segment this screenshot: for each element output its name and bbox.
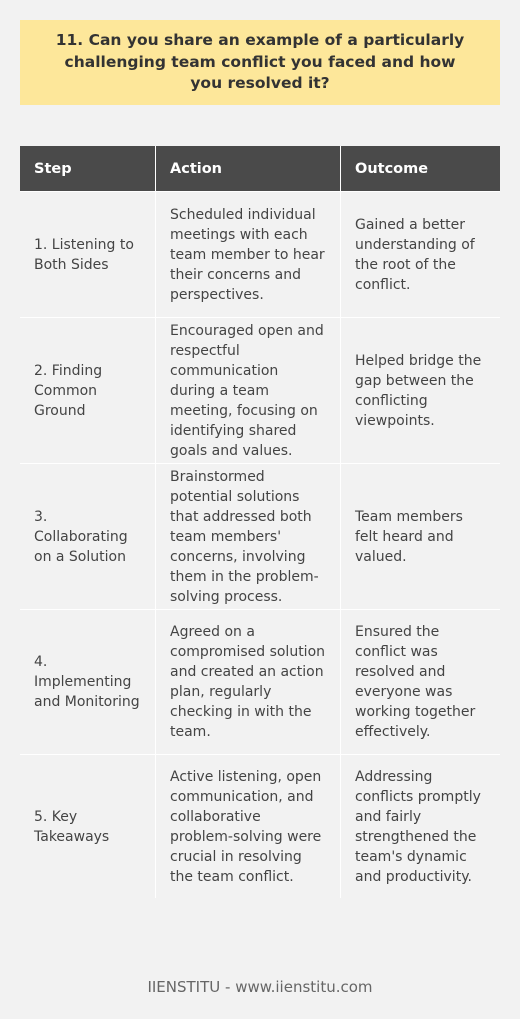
- steps-table: [20, 146, 500, 898]
- footer-credit: IIENSTITU - www.iienstitu.com: [147, 978, 373, 996]
- outcome-cell: Team members felt heard and valued.: [341, 463, 500, 609]
- action-cell: Brainstormed potential solutions that addressed both team members' concerns, involving them in the problem-solving process.: [156, 463, 341, 609]
- table-header-row: [20, 146, 500, 191]
- table-row: [20, 754, 500, 898]
- table-row: [20, 609, 500, 754]
- action-cell: Scheduled individual meetings with each team member to hear their concerns and perspectives.: [156, 191, 341, 317]
- header-action: Action: [156, 146, 341, 191]
- outcome-cell: Addressing conflicts promptly and fairly strengthened the team's dynamic and productivity.: [341, 754, 500, 898]
- step-cell: 3. Collaborating on a Solution: [20, 463, 156, 609]
- step-cell: 4. Implementing and Monitoring: [20, 609, 156, 754]
- question-banner: [20, 20, 500, 105]
- outcome-cell: Helped bridge the gap between the conflicting viewpoints.: [341, 317, 500, 463]
- action-cell: Encouraged open and respectful communication during a team meeting, focusing on identifying shared goals and values.: [156, 317, 341, 463]
- action-cell: Agreed on a compromised solution and created an action plan, regularly checking in with the team.: [156, 609, 341, 754]
- table-row: [20, 463, 500, 609]
- step-cell: 1. Listening to Both Sides: [20, 191, 156, 317]
- table-row: [20, 191, 500, 317]
- table-row: [20, 317, 500, 463]
- question-title: 11. Can you share an example of a particularly challenging team conflict you faced and how you resolved it?: [55, 30, 465, 93]
- step-cell: 2. Finding Common Ground: [20, 317, 156, 463]
- outcome-cell: Ensured the conflict was resolved and everyone was working together effectively.: [341, 609, 500, 754]
- step-cell: 5. Key Takeaways: [20, 754, 156, 898]
- header-step: Step: [20, 146, 156, 191]
- action-cell: Active listening, open communication, and collaborative problem-solving were crucial in resolving the team conflict.: [156, 754, 341, 898]
- outcome-cell: Gained a better understanding of the root of the conflict.: [341, 191, 500, 317]
- header-outcome: Outcome: [341, 146, 500, 191]
